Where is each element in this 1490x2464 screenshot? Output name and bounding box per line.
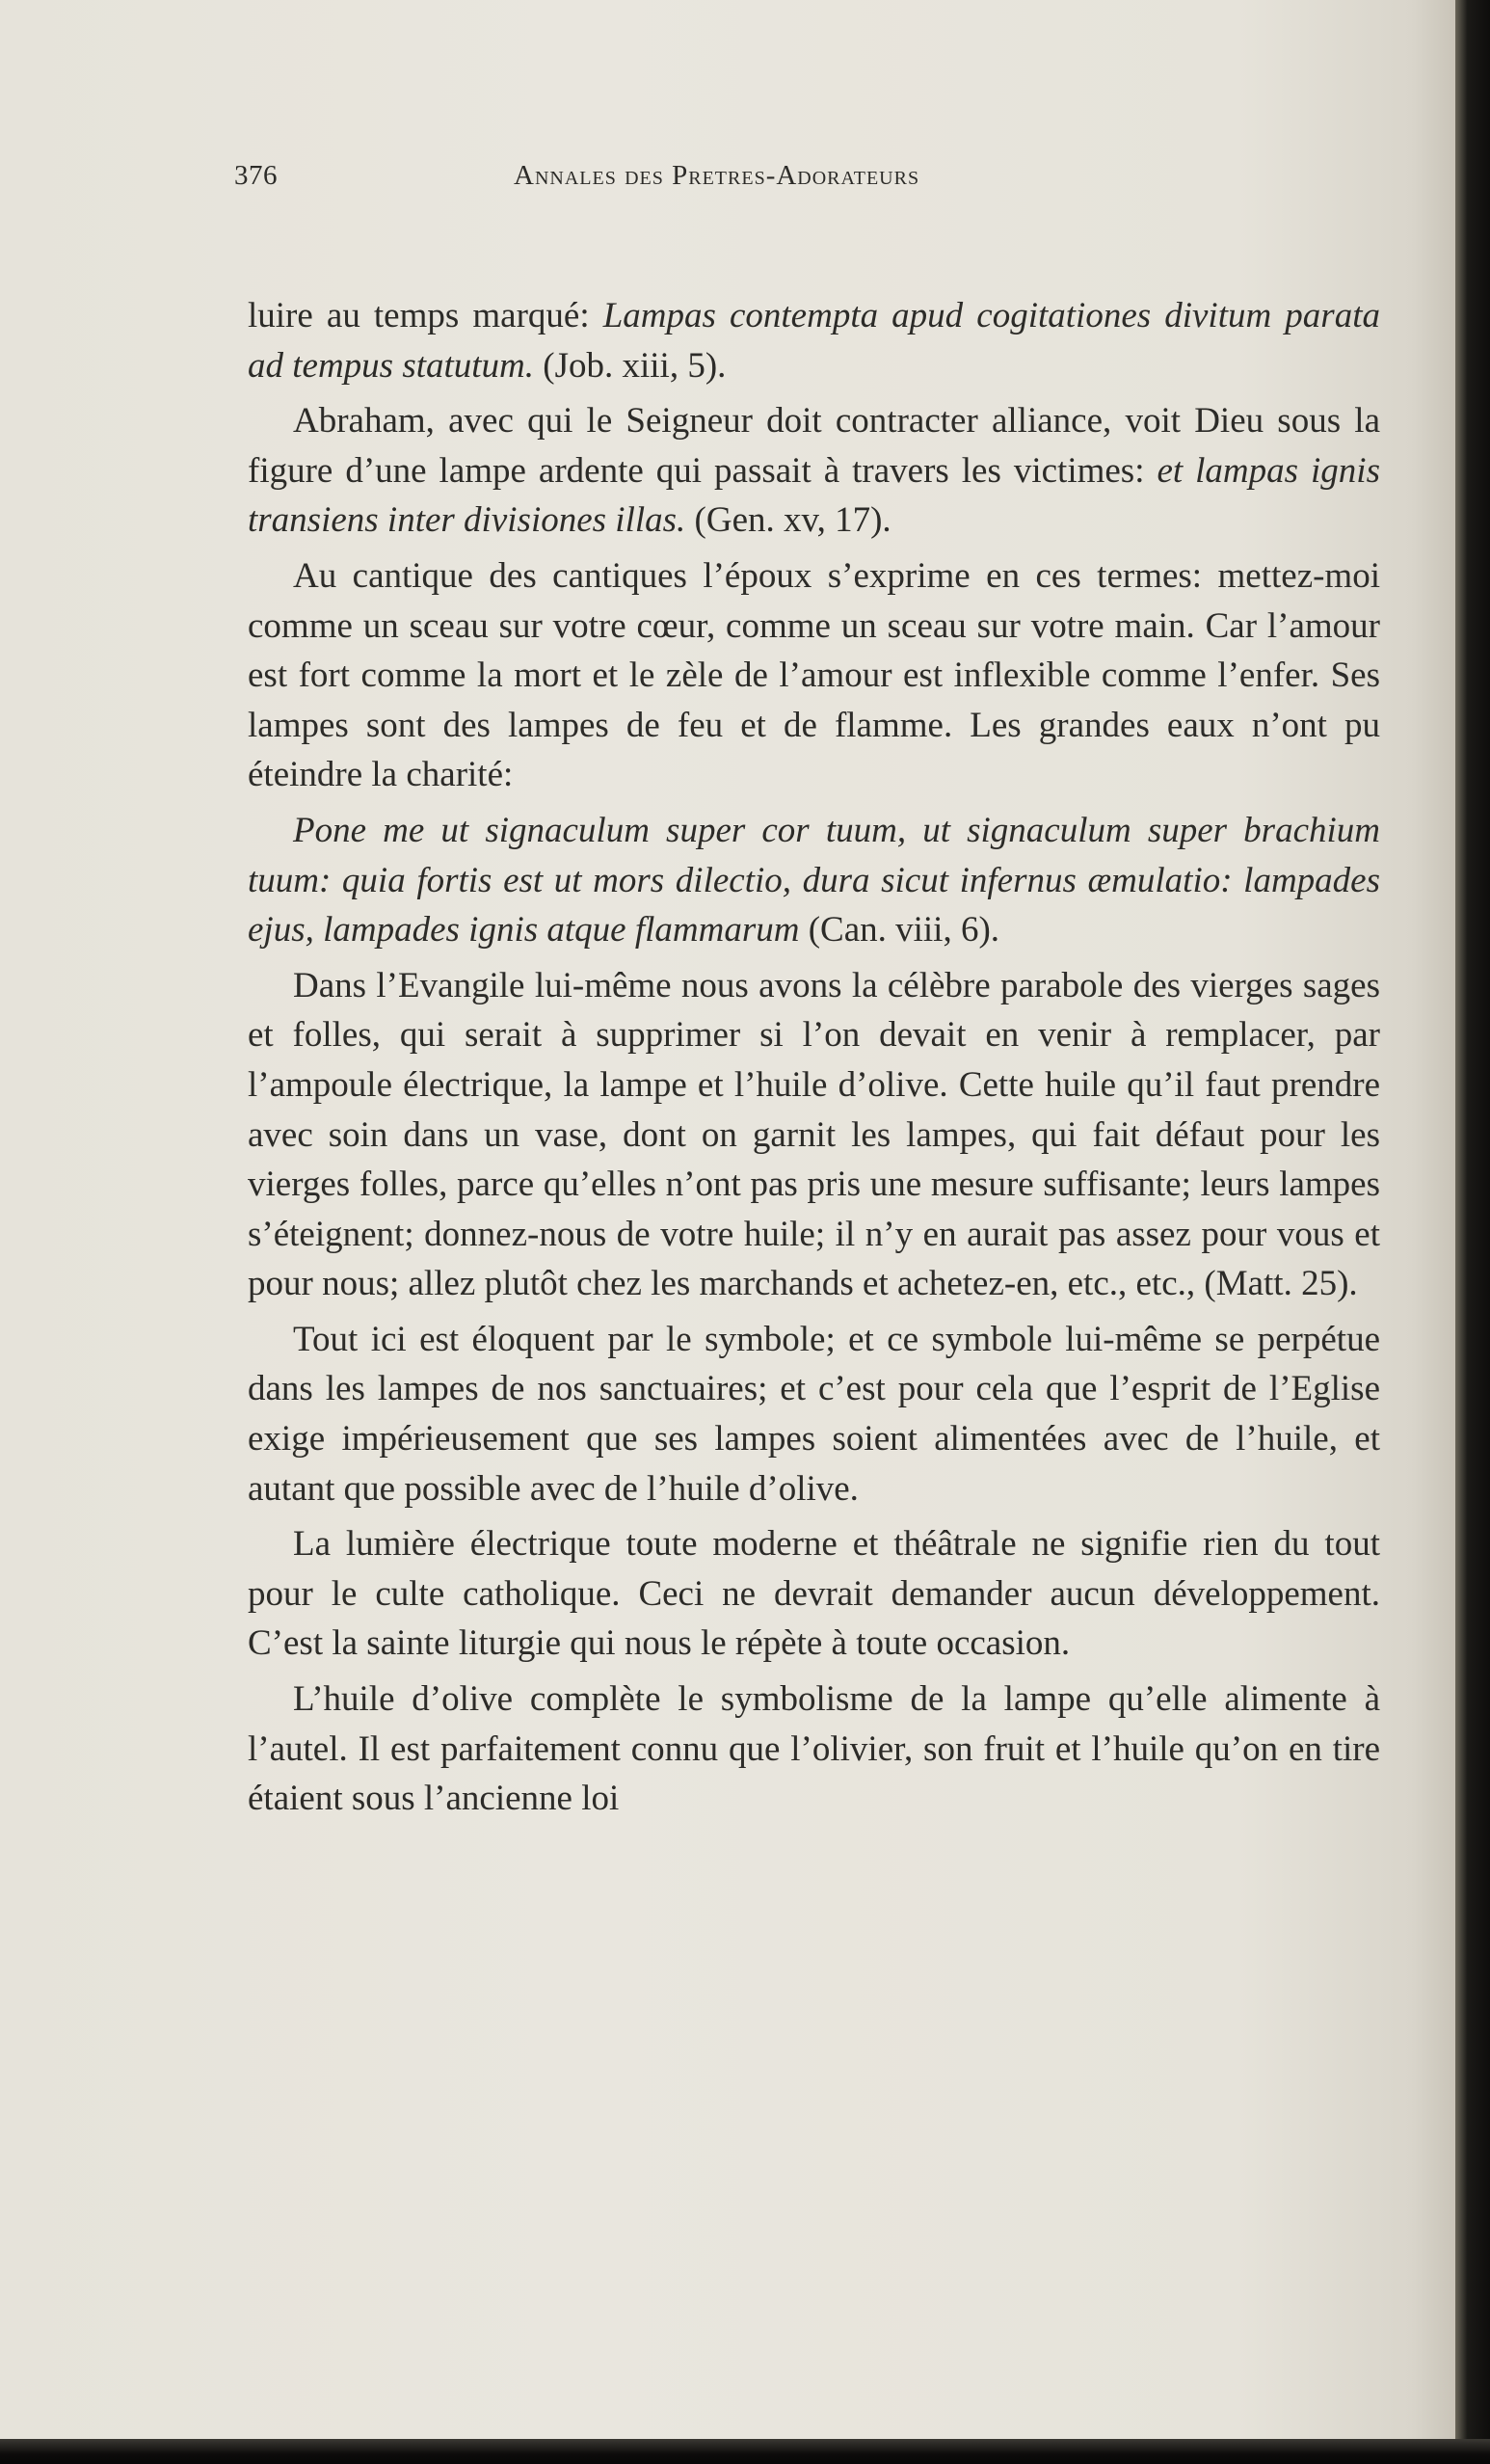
- paragraph: [248, 1674, 1380, 1824]
- paragraph: [248, 806, 1380, 955]
- running-title: Annales des Pretres-Adorateurs: [514, 160, 920, 191]
- latin-quote: Lampas contempta apud cogitationes divitum parata ad tempus statutum.: [248, 296, 1380, 386]
- page-header: [234, 160, 1082, 202]
- latin-quote: Pone me ut signaculum super cor tuum, ut signaculum super brachium tuum: quia fortis est ut mors dilectio, dura sicut infernus æmulatio: lampades ejus, lampades ignis atque flammarum: [248, 810, 1380, 951]
- text-segment: Au cantique des cantiques l’époux s’exprime en ces termes: mettez-moi comme un sceau sur votre cœur, comme un sceau sur votre main. Car l’amour est fort comme la mort et le zèle de l’amour est inflexible comme l’enfer. Ses lampes sont des lampes de feu et de flamme. Les grandes eaux n’ont pu éteindre la charité:: [248, 555, 1380, 795]
- page-bottom-edge: [0, 2439, 1490, 2464]
- text-segment: Dans l’Evangile lui-même nous avons la célèbre parabole des vierges sages et folles, qui serait à supprimer si l’on devait en venir à remplacer, par l’ampoule électrique, la lampe et l’huile d’olive. Cette huile qu’il faut prendre avec soin dans un vase, dont on garnit les lampes, qui fait défaut pour les vierges folles, parce qu’elles n’ont pas pris une mesure suffisante; leurs lampes s’éteignent; donnez-nous de votre huile; il n’y en aurait pas assez pour vous et pour nous; allez plutôt chez les marchands et achetez-en, etc., etc., (Matt. 25).: [248, 965, 1380, 1304]
- body-text: [248, 291, 1380, 1830]
- book-spine-shadow: [1455, 0, 1490, 2464]
- paragraph: [248, 291, 1380, 390]
- paragraph: [248, 396, 1380, 546]
- paragraph: [248, 961, 1380, 1309]
- paragraph: [248, 1315, 1380, 1513]
- paragraph: [248, 1519, 1380, 1669]
- text-segment: La lumière électrique toute moderne et théâtrale ne signifie rien du tout pour le culte catholique. Ceci ne devrait demander aucun développement. C’est la sainte liturgie qui nous le répète à toute occasion.: [248, 1524, 1380, 1664]
- latin-quote: et lampas ignis transiens inter divisiones illas.: [248, 450, 1380, 541]
- text-segment: Abraham, avec qui le Seigneur doit contracter alliance, voit Dieu sous la figure d’une lampe ardente qui passait à travers les victimes:: [248, 401, 1380, 491]
- citation: (Job. xiii, 5).: [534, 345, 727, 386]
- citation: (Gen. xv, 17).: [685, 500, 891, 541]
- text-segment: L’huile d’olive complète le symbolisme de la lampe qu’elle alimente à l’autel. Il est parfaitement connu que l’olivier, son fruit et l’huile qu’on en tire étaient sous l’ancienne loi: [248, 1679, 1380, 1819]
- paragraph: [248, 551, 1380, 800]
- text-segment: luire au temps marqué:: [248, 296, 603, 335]
- page-number: 376: [234, 160, 278, 191]
- citation: (Can. viii, 6).: [799, 910, 1000, 951]
- text-segment: Tout ici est éloquent par le symbole; et ce symbole lui-même se perpétue dans les lampes de nos sanctuaires; et c’est pour cela que l’esprit de l’Eglise exige impérieusement que ses lampes soient alimentées avec de l’huile, et autant que possible avec de l’huile d’olive.: [248, 1319, 1380, 1509]
